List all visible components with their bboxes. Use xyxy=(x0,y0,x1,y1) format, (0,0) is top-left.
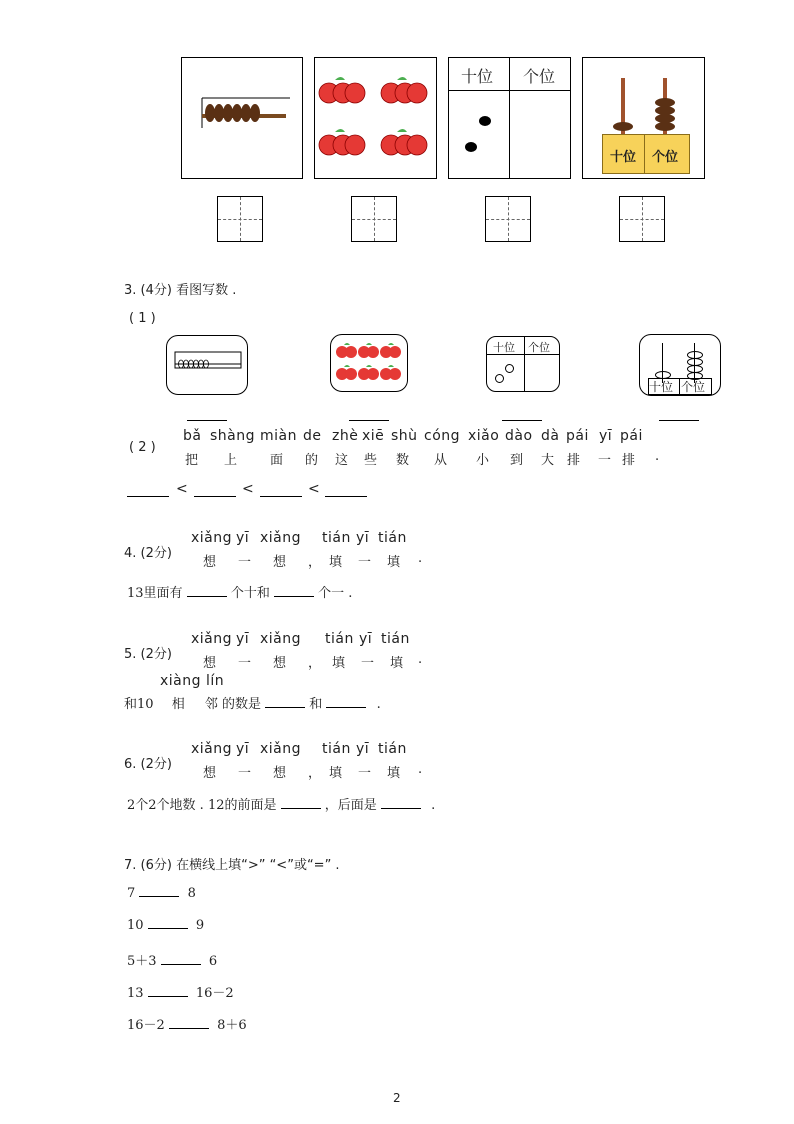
compare-blank[interactable] xyxy=(161,963,201,965)
hanzi: 想 xyxy=(203,555,217,570)
pinyin: tián xyxy=(381,631,410,647)
pinyin: tián xyxy=(378,530,407,546)
compare-row: 5＋3 6 xyxy=(127,954,218,969)
order-blank[interactable] xyxy=(260,495,302,497)
hanzi: 一 xyxy=(238,656,252,671)
small-place-value-chart xyxy=(486,336,560,392)
order-blank[interactable] xyxy=(194,495,236,497)
small-abacus-ones: 个位 xyxy=(681,380,706,394)
answer-cell[interactable] xyxy=(217,196,263,242)
answer-blank[interactable] xyxy=(326,706,366,708)
hanzi: 一 xyxy=(598,453,612,468)
hanzi: 想 xyxy=(203,766,217,781)
hanzi: ， xyxy=(308,766,322,781)
hanzi: 填 xyxy=(387,766,401,781)
apple-group-icon xyxy=(315,58,436,178)
hanzi: 填 xyxy=(329,766,343,781)
compare-blank[interactable] xyxy=(169,1027,209,1029)
counting-rod-icon xyxy=(182,58,302,178)
answer-cell[interactable] xyxy=(485,196,531,242)
q5-text: 和10 相 邻 的数是 和 . xyxy=(124,697,381,712)
pinyin: dà xyxy=(541,428,560,444)
answer-blank[interactable] xyxy=(187,595,227,597)
hanzi: 填 xyxy=(390,656,404,671)
hanzi: . xyxy=(655,449,660,464)
hanzi: . xyxy=(418,652,423,667)
pinyin: yī xyxy=(356,530,370,546)
pinyin: shàng xyxy=(210,428,256,444)
hanzi: . xyxy=(418,551,423,566)
pinyin: xiǎo xyxy=(468,428,500,444)
hanzi: 到 xyxy=(510,453,524,468)
compare-row: 10 9 xyxy=(127,918,205,933)
q3-title: 3. (4分) 看图写数 . xyxy=(124,283,237,298)
compare-blank[interactable] xyxy=(148,927,188,929)
hanzi: 小 xyxy=(476,453,490,468)
pinyin: yī xyxy=(236,741,250,757)
q4-text: 13里面有 个十和 个一 . xyxy=(127,586,353,601)
small-tens-header: 十位 xyxy=(493,341,515,354)
small-ones-header: 个位 xyxy=(528,341,550,354)
pinyin: xiǎng xyxy=(191,741,233,757)
hanzi: 数 xyxy=(396,453,410,468)
pinyin: yī xyxy=(236,631,250,647)
pinyin: xiàng lín xyxy=(160,673,225,689)
order-blank[interactable] xyxy=(127,495,169,497)
abacus-picture xyxy=(582,57,705,179)
answer-blank[interactable] xyxy=(187,419,227,421)
q7-title: 7. (6分) 在横线上填“>” “<”或“=” . xyxy=(124,858,340,873)
hanzi: 一 xyxy=(238,555,252,570)
answer-blank[interactable] xyxy=(659,419,699,421)
pinyin: tián xyxy=(322,530,351,546)
less-than-sign: < xyxy=(242,481,254,497)
abacus-ones-label: 个位 xyxy=(652,150,679,165)
compare-row: 13 16－2 xyxy=(127,986,234,1001)
hanzi: ， xyxy=(308,656,322,671)
compare-row: 7 8 xyxy=(127,886,196,901)
pinyin: de xyxy=(303,428,322,444)
tens-header: 十位 xyxy=(461,67,494,86)
small-abacus-picture xyxy=(639,334,721,396)
counter-dot xyxy=(479,116,491,126)
compare-row: 16－2 8＋6 xyxy=(127,1018,247,1033)
answer-blank[interactable] xyxy=(381,807,421,809)
small-rod-picture xyxy=(166,335,248,395)
pinyin: dào xyxy=(505,428,533,444)
small-abacus-tens: 十位 xyxy=(649,380,674,394)
pinyin: xiǎng xyxy=(191,530,233,546)
order-blank[interactable] xyxy=(325,495,367,497)
abacus-tens-label: 十位 xyxy=(610,150,637,165)
hanzi: 一 xyxy=(361,656,375,671)
answer-blank[interactable] xyxy=(281,807,321,809)
q3-sub2: ( 2 ) xyxy=(129,440,156,455)
less-than-sign: < xyxy=(308,481,320,497)
pinyin: yī xyxy=(236,530,250,546)
q3-sub1: ( 1 ) xyxy=(129,311,156,326)
hanzi: 面 xyxy=(270,453,284,468)
less-than-sign: < xyxy=(176,481,188,497)
q4-number: 4. (2分) xyxy=(124,546,172,561)
hanzi: 些 xyxy=(364,453,378,468)
pinyin: xiǎng xyxy=(260,741,302,757)
answer-cell[interactable] xyxy=(619,196,665,242)
hanzi: 填 xyxy=(332,656,346,671)
hanzi: 这 xyxy=(335,453,349,468)
hanzi: 想 xyxy=(273,766,287,781)
compare-blank[interactable] xyxy=(148,995,188,997)
answer-blank[interactable] xyxy=(265,706,305,708)
pinyin: tián xyxy=(325,631,354,647)
hanzi: 填 xyxy=(329,555,343,570)
place-value-chart xyxy=(448,57,571,179)
pinyin: miàn xyxy=(260,428,297,444)
pinyin: xiē xyxy=(362,428,385,444)
hanzi: . xyxy=(418,762,423,777)
pinyin: yī xyxy=(356,741,370,757)
pinyin: pái xyxy=(620,428,643,444)
q6-text: 2个2个地数 . 12的前面是 ，后面是 . xyxy=(127,798,436,813)
hanzi: 从 xyxy=(434,453,448,468)
pinyin: tián xyxy=(322,741,351,757)
hanzi: 排 xyxy=(567,453,581,468)
hanzi: 想 xyxy=(273,555,287,570)
hanzi: 想 xyxy=(273,656,287,671)
hanzi: 一 xyxy=(358,766,372,781)
pinyin: yī xyxy=(359,631,373,647)
hanzi: 排 xyxy=(622,453,636,468)
hanzi: 想 xyxy=(203,656,217,671)
compare-blank[interactable] xyxy=(139,895,179,897)
pinyin: pái xyxy=(566,428,589,444)
pinyin: tián xyxy=(378,741,407,757)
q6-number: 6. (2分) xyxy=(124,757,172,772)
abacus-rod-picture xyxy=(181,57,303,179)
answer-blank[interactable] xyxy=(274,595,314,597)
pinyin: cóng xyxy=(424,428,461,444)
pinyin: zhè xyxy=(332,428,359,444)
q5-number: 5. (2分) xyxy=(124,647,172,662)
hanzi: 大 xyxy=(541,453,555,468)
apples-picture xyxy=(314,57,437,179)
hanzi: 上 xyxy=(224,453,238,468)
answer-blank[interactable] xyxy=(349,419,389,421)
hanzi: 一 xyxy=(358,555,372,570)
pinyin: yī xyxy=(599,428,613,444)
pinyin: xiǎng xyxy=(191,631,233,647)
page-number: 2 xyxy=(393,1091,401,1105)
pinyin: bǎ xyxy=(183,428,202,444)
pinyin: shù xyxy=(391,428,418,444)
ones-header: 个位 xyxy=(523,67,556,86)
small-apples-picture xyxy=(330,334,408,392)
pinyin: xiǎng xyxy=(260,631,302,647)
hanzi: 的 xyxy=(305,453,319,468)
answer-blank[interactable] xyxy=(502,419,542,421)
counter-dot xyxy=(465,142,477,152)
pinyin: xiǎng xyxy=(260,530,302,546)
hanzi: ， xyxy=(308,555,322,570)
hanzi: 一 xyxy=(238,766,252,781)
answer-cell[interactable] xyxy=(351,196,397,242)
hanzi: 把 xyxy=(185,453,199,468)
hanzi: 填 xyxy=(387,555,401,570)
